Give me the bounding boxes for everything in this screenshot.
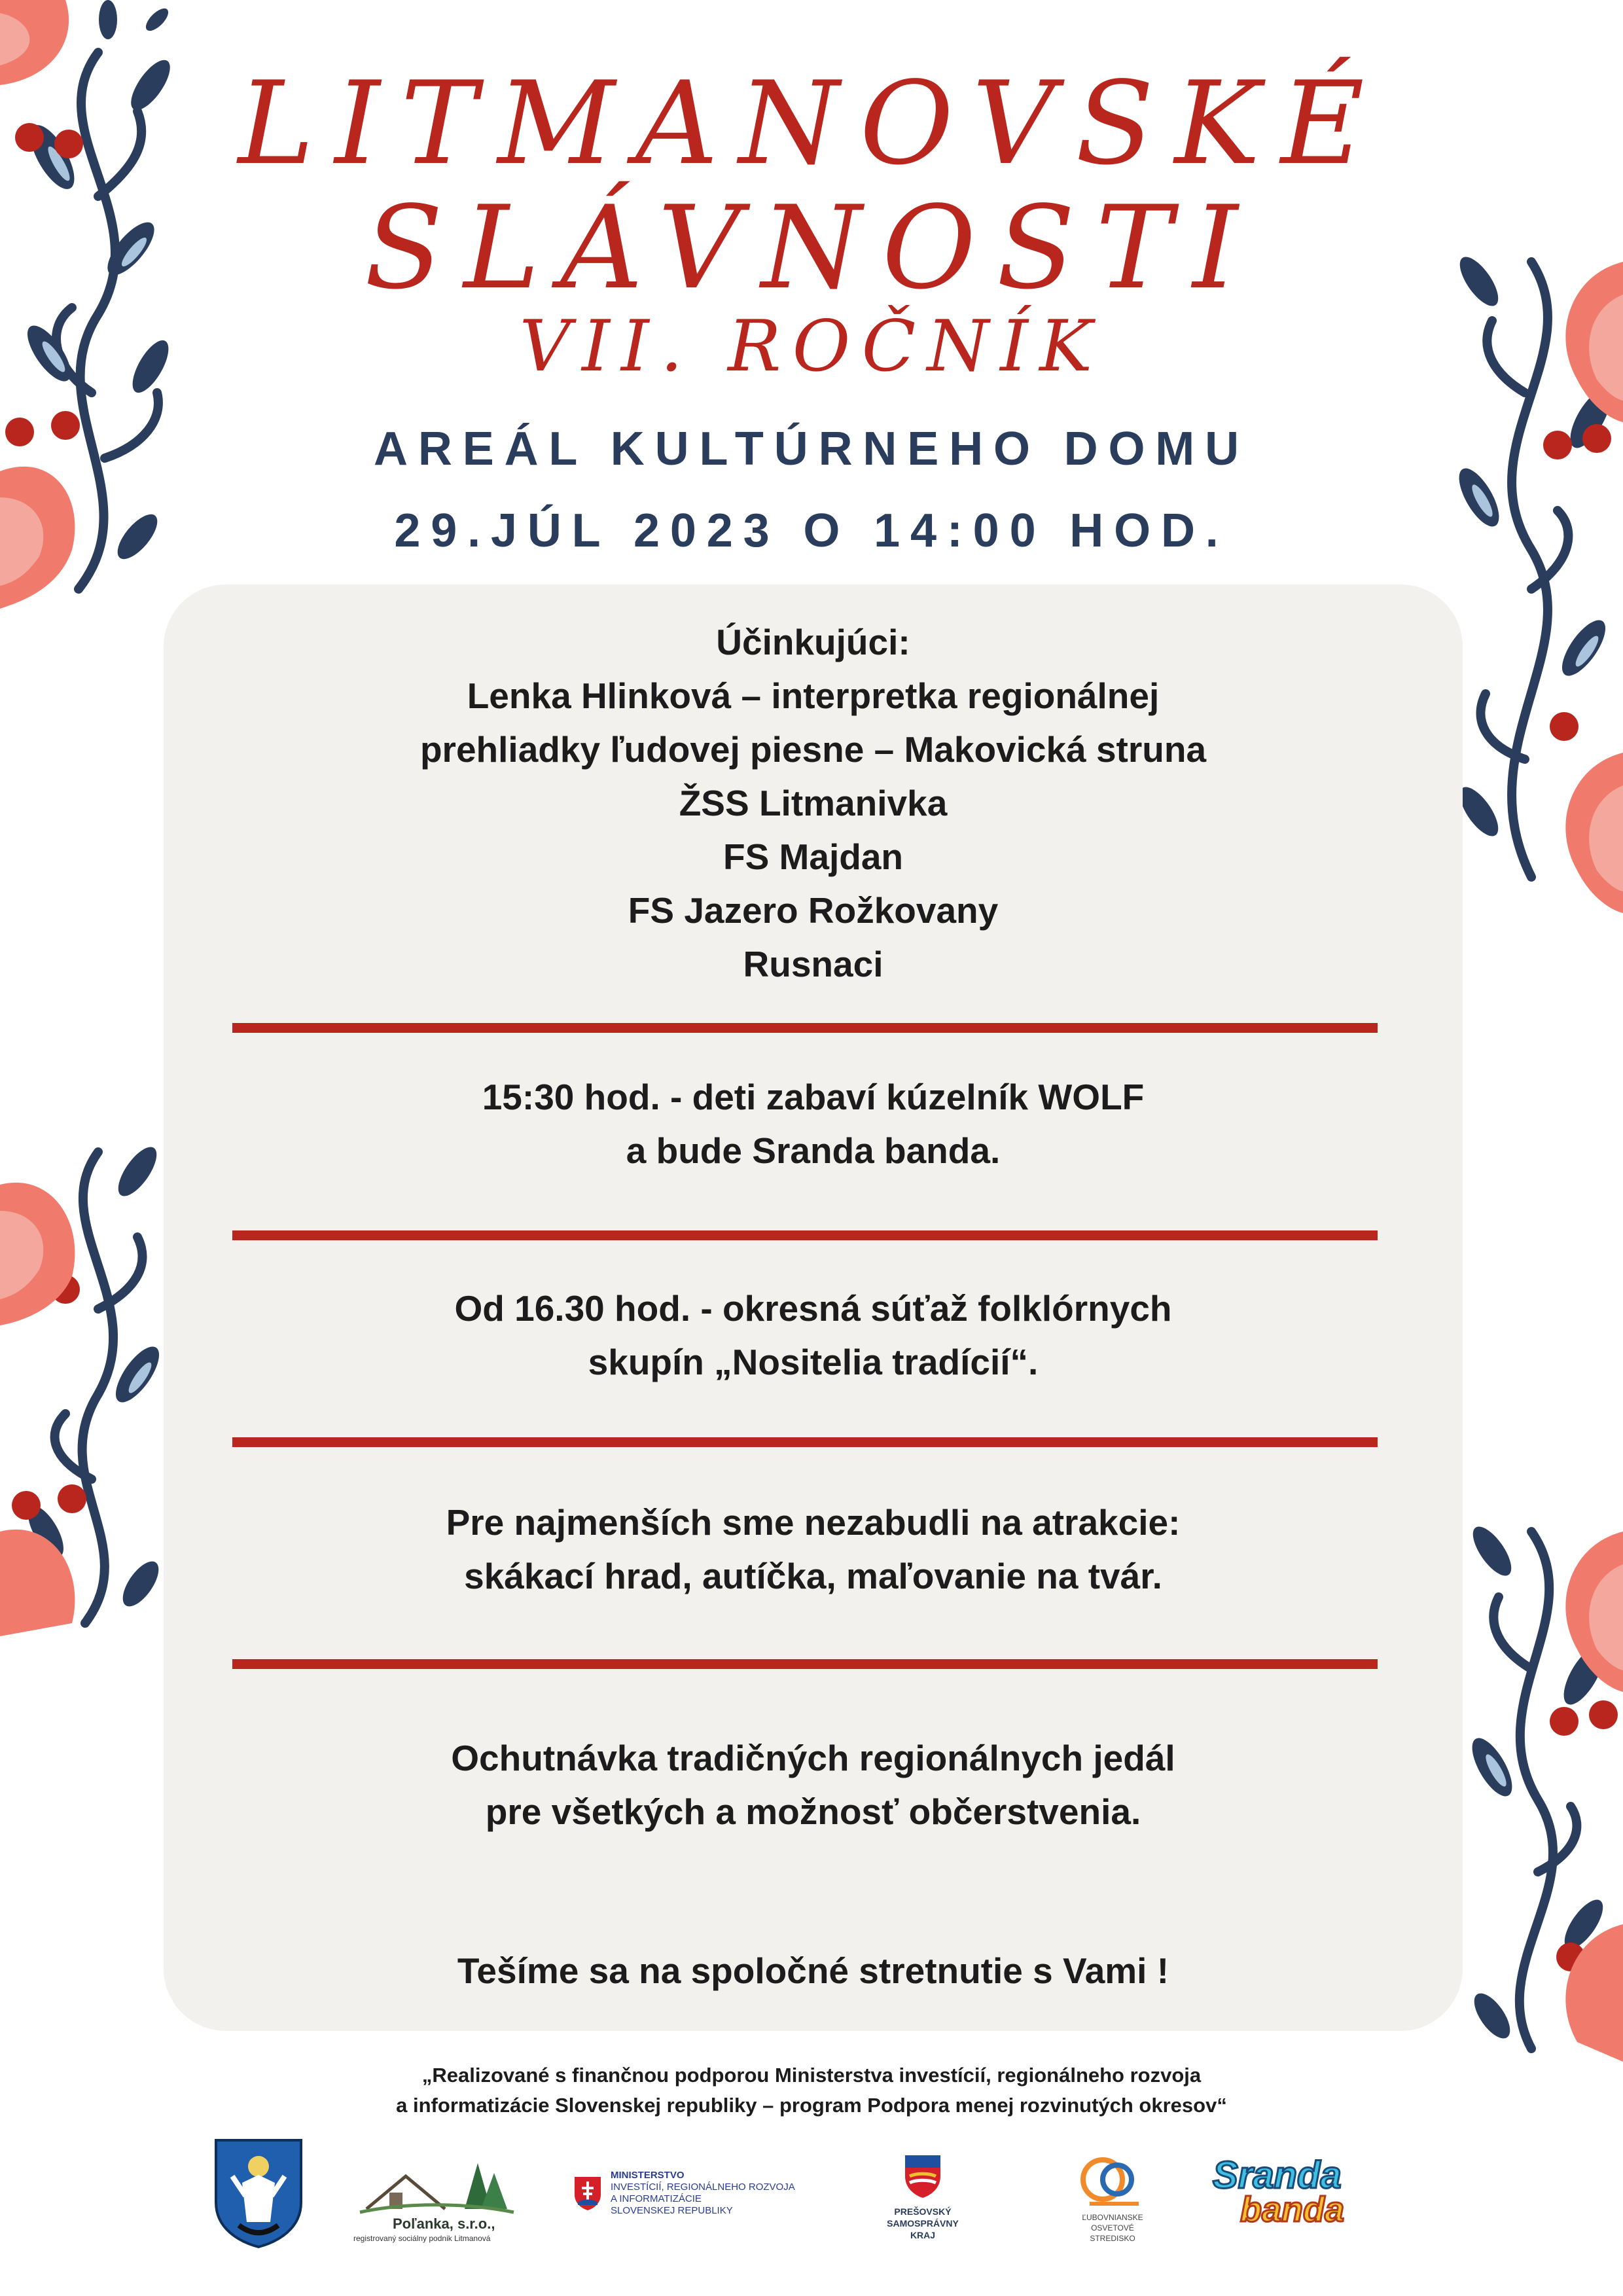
program-item-attractions xyxy=(164,1496,1463,1603)
program-line: skákací hrad, autíčka, maľovanie na tvár. xyxy=(464,1556,1162,1596)
osvetove-stredisko-logo xyxy=(1067,2157,1158,2251)
performer-line: ŽSS Litmanivka xyxy=(679,783,948,823)
edition-label: VII. ROČNÍK xyxy=(519,306,1104,387)
performers-block xyxy=(164,615,1463,991)
funding-note-line: „Realizované s finančnou podporou Ministerstva investícií, regionálneho rozvoja xyxy=(421,2064,1202,2087)
performer-line: FS Majdan xyxy=(722,836,904,877)
polanka-subtitle: registrovaný sociálny podnik Litmanová xyxy=(353,2234,491,2243)
event-title-line-1: LITMANOVSKÉ xyxy=(238,58,1385,190)
program-line: a bude Sranda banda. xyxy=(626,1130,1001,1171)
ministry-line: SLOVENSKEJ REPUBLIKY xyxy=(611,2205,733,2216)
osveta-emblem-icon xyxy=(1077,2157,1149,2209)
polanka-logo xyxy=(353,2150,517,2248)
section-divider xyxy=(232,1437,1378,1447)
performer-line: Lenka Hlinková – interpretka regionálnej xyxy=(467,675,1160,716)
presov-region-name xyxy=(874,2206,972,2241)
floral-ornament-left-lower xyxy=(0,1113,170,1636)
program-line: pre všetkých a možnosť občerstvenia. xyxy=(485,1791,1141,1832)
performers-heading: Účinkujúci: xyxy=(716,622,910,662)
village-coat-of-arms-logo xyxy=(213,2137,304,2248)
ministry-logo xyxy=(573,2170,821,2235)
program-line: skupín „Nositelia tradícií“. xyxy=(588,1342,1039,1382)
program-line: Pre najmenších sme nezabudli na atrakcie: xyxy=(446,1502,1181,1543)
ministry-line: MINISTERSTVO xyxy=(611,2170,685,2181)
performer-line: FS Jazero Rožkovany xyxy=(628,890,999,931)
program-item-folk-contest xyxy=(164,1282,1463,1389)
presov-shield-icon xyxy=(903,2153,942,2199)
closing-message xyxy=(164,1944,1463,1998)
osveta-line: STREDISKO xyxy=(1090,2234,1135,2243)
ministry-line: A INFORMATIZÁCIE xyxy=(611,2193,702,2204)
program-line: Od 16.30 hod. - okresná súťaž folklórnych xyxy=(454,1288,1172,1329)
funding-note xyxy=(0,2060,1623,2121)
performer-line: prehliadky ľudovej piesne – Makovická struna xyxy=(419,729,1207,770)
osveta-line: OSVETOVÉ xyxy=(1091,2223,1134,2233)
sranda-banda-logo xyxy=(1207,2153,1355,2235)
section-divider xyxy=(232,1023,1378,1033)
date-time: 29.JÚL 2023 O 14:00 HOD. xyxy=(394,505,1229,557)
banda-word: banda xyxy=(1240,2190,1345,2229)
ministry-line: INVESTÍCIÍ, REGIONÁLNEHO ROZVOJA xyxy=(611,2181,795,2193)
program-line: Ochutnávka tradičných regionálnych jedál xyxy=(451,1738,1175,1778)
presov-line: PREŠOVSKÝ xyxy=(894,2206,952,2217)
venue: AREÁL KULTÚRNEHO DOMU xyxy=(374,423,1249,475)
section-divider xyxy=(232,1659,1378,1669)
osveta-line: ĽUBOVNIANSKE xyxy=(1082,2213,1143,2222)
slovak-shield-icon xyxy=(573,2175,603,2212)
section-divider xyxy=(232,1230,1378,1240)
presov-region-logo xyxy=(874,2153,972,2251)
sranda-word: Sranda xyxy=(1213,2154,1342,2197)
performer-line: Rusnaci xyxy=(743,944,883,984)
osveta-name xyxy=(1067,2212,1158,2244)
event-title-line-2: SLÁVNOSTI xyxy=(365,182,1258,315)
ministry-name xyxy=(611,2170,795,2217)
presov-line: KRAJ xyxy=(910,2230,936,2240)
floral-ornament-right-lower xyxy=(1453,1505,1623,2062)
program-item-tasting xyxy=(164,1731,1463,1839)
house-trees-icon xyxy=(353,2150,517,2215)
polanka-name: Poľanka, s.r.o., xyxy=(393,2215,495,2232)
presov-line: SAMOSPRÁVNY xyxy=(887,2218,959,2229)
funding-note-line: a informatizácie Slovenskej republiky – program Podpora menej rozvinutých okresov“ xyxy=(396,2094,1227,2117)
closing-line: Tešíme sa na spoločné stretnutie s Vami ! xyxy=(457,1950,1169,1991)
program-line: 15:30 hod. - deti zabaví kúzelník WOLF xyxy=(482,1077,1145,1117)
program-item-magician xyxy=(164,1070,1463,1177)
